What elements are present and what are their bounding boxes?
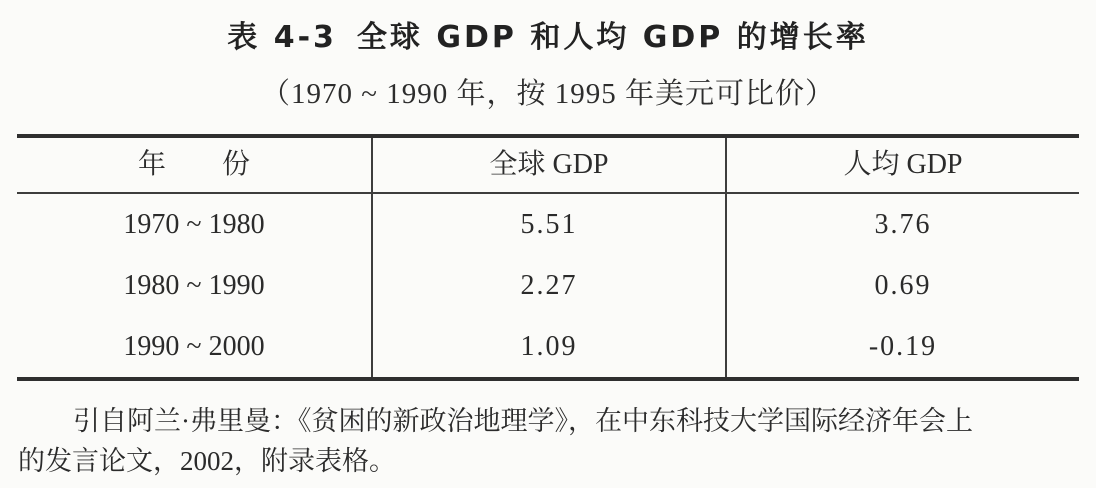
period-cell: 1990 ~ 2000 [123,331,265,362]
global-gdp-cell: 2.27 [371,255,725,316]
global-gdp-cell: 5.51 [371,194,725,255]
period-cell: 1980 ~ 1990 [123,270,265,301]
table-row [17,316,1079,377]
table-number: 表 4-3 [227,20,337,55]
table-title-text: 全球 GDP 和人均 GDP 的增长率 [356,20,869,55]
source-note-line-1: 引自阿兰·弗里曼：《贫困的新政治地理学》，在中东科技大学国际经济年会上 [73,406,973,436]
column-header-per-capita-gdp: 人均 GDP [725,138,1079,192]
per-capita-gdp-cell: 0.69 [725,255,1079,316]
source-note [18,401,1080,481]
period-cell: 1970 ~ 1980 [123,209,265,240]
table-subtitle: （1970 ~ 1990 年，按 1995 年美元可比价） [261,78,835,110]
column-header-global-gdp: 全球 GDP [371,138,725,192]
source-note-line-2: 的发言论文，2002，附录表格。 [18,446,396,476]
table-row [17,255,1079,316]
per-capita-gdp-cell: -0.19 [725,316,1079,377]
gdp-growth-table [17,134,1079,381]
per-capita-gdp-cell: 3.76 [725,194,1079,255]
table-header-row [17,138,1079,194]
table-title [0,0,1096,56]
table-row [17,194,1079,255]
column-header-period: 年 份 [137,149,250,180]
global-gdp-cell: 1.09 [371,316,725,377]
